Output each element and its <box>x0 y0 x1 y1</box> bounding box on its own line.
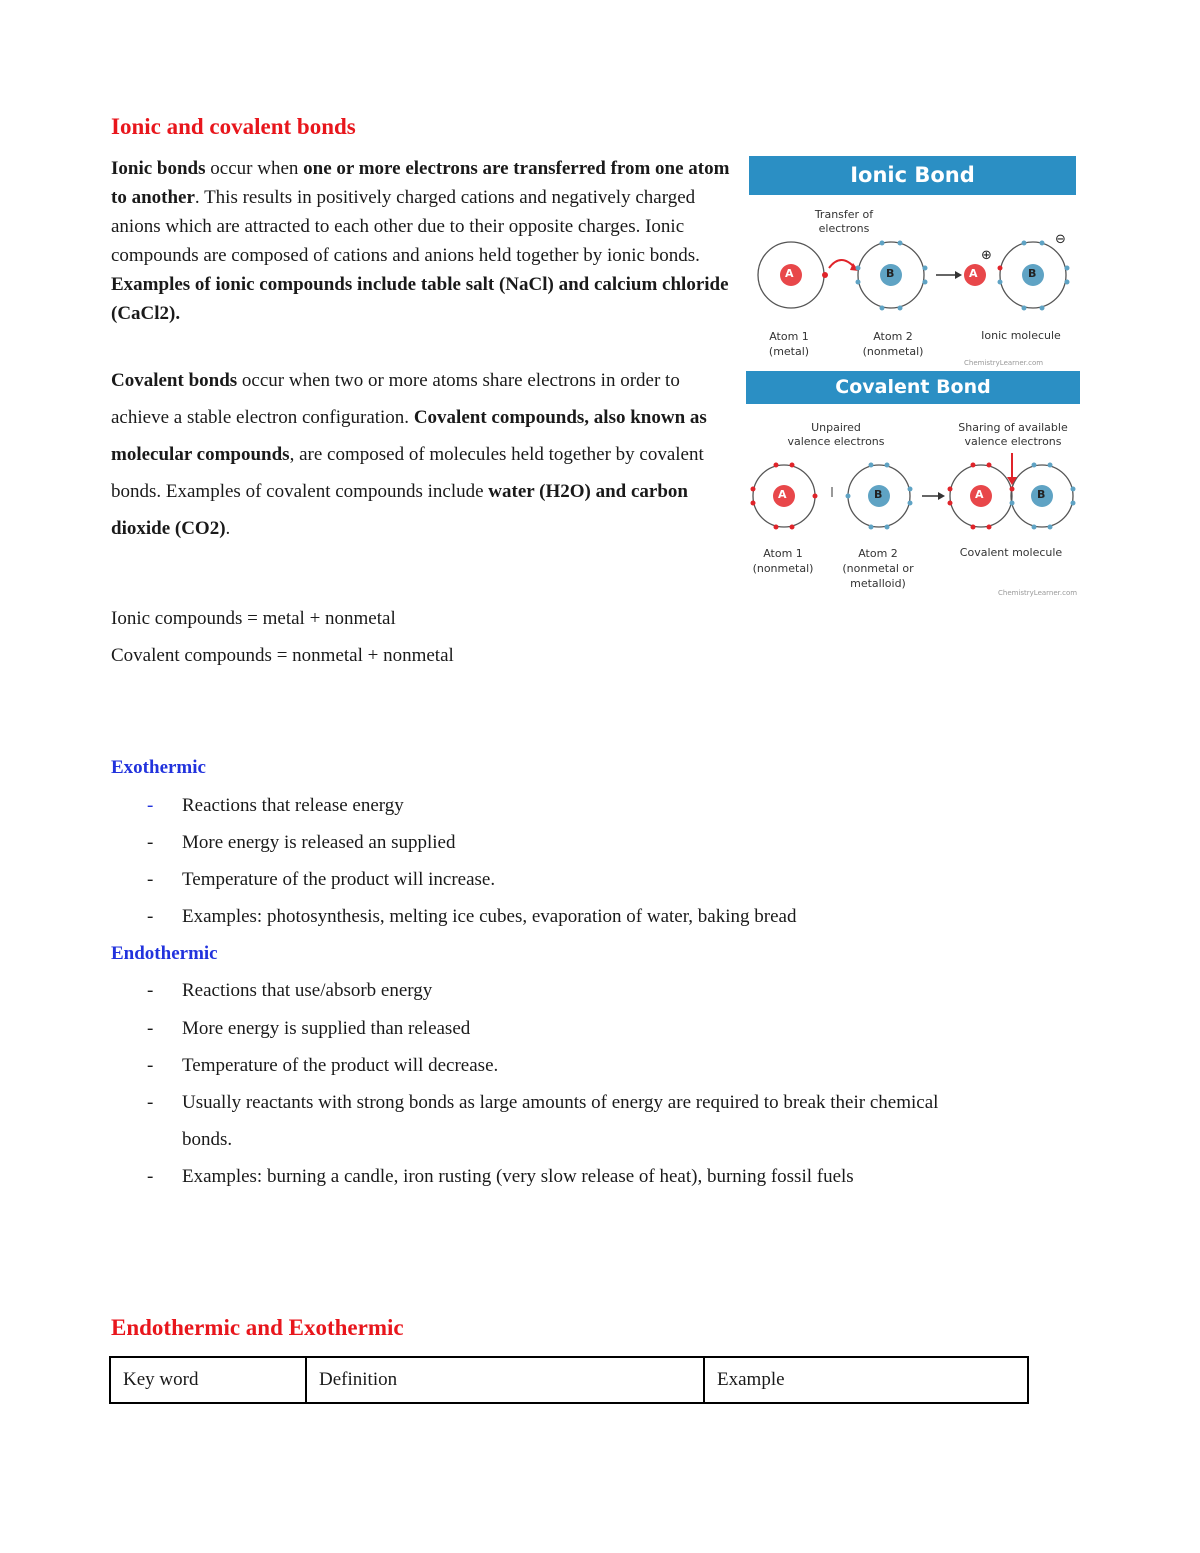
atom-b-label: B <box>886 267 895 280</box>
sharing-label: Sharing of available valence electrons <box>958 421 1068 448</box>
dash-bullet: - <box>147 1018 154 1039</box>
section-title-endo-exo: Endothermic and Exothermic <box>111 1315 404 1340</box>
ionic-caption-atom2: Atom 2 (nonmetal) <box>862 330 924 358</box>
ion-a-label: A <box>969 267 978 280</box>
exothermic-heading: Exothermic <box>111 757 206 778</box>
ionic-bonds-paragraph: Ionic bonds occur when one or more electrons are transferred from one atom to another. This results in positively charged cations and negatively charged anions which are attracted to each other due to their opposite charges. Ionic compounds are composed of cations and anions held together by ionic bonds. Examples of ionic compounds include table salt (NaCl) and calcium chloride (CaCl2). <box>111 158 730 324</box>
keyword-table <box>109 1356 1029 1404</box>
dash-bullet: - <box>147 906 154 927</box>
section-title-ionic-covalent: Ionic and covalent bonds <box>111 114 356 139</box>
plus-charge-icon: ⊕ <box>981 248 992 263</box>
dash-bullet: - <box>147 1092 154 1113</box>
dash-bullet: - <box>147 832 154 853</box>
ionic-credit: ChemistryLearner.com <box>964 359 1044 367</box>
table-header-example: Example <box>704 1357 1028 1403</box>
cov-atom-a-label: A <box>778 488 787 501</box>
cov-credit: ChemistryLearner.com <box>998 589 1078 597</box>
covalent-bond-diagram <box>746 371 1080 601</box>
ionic-formula: Ionic compounds = metal + nonmetal <box>111 608 396 629</box>
covalent-bonds-paragraph: Covalent bonds occur when two or more atoms share electrons in order to achieve a stable electron configuration. Covalent compounds, also known as molecular compounds, are composed of molecules held together by covalent bonds. Examples of covalent compounds include water (H2O) and carbon dioxide (CO2). <box>111 370 707 539</box>
cov-atom-b-label: B <box>874 488 883 501</box>
dash-bullet: - <box>147 1166 154 1187</box>
mol-atom-a-label: A <box>975 488 984 501</box>
mol-atom-b-label: B <box>1037 488 1046 501</box>
covalent-bond-banner: Covalent Bond <box>746 371 1080 404</box>
covalent-formula: Covalent compounds = nonmetal + nonmetal <box>111 645 454 666</box>
endothermic-heading: Endothermic <box>111 943 218 964</box>
dash-bullet: - <box>147 1055 154 1076</box>
unpaired-label: Unpaired valence electrons <box>787 421 885 448</box>
table-header-definition: Definition <box>306 1357 704 1403</box>
dash-bullet: - <box>147 795 154 816</box>
ion-b-label: B <box>1028 267 1037 280</box>
ionic-caption-atom1: Atom 1 (metal) <box>768 330 810 358</box>
dash-bullet: - <box>147 980 154 1001</box>
cov-caption-atom1: Atom 1 (nonmetal) <box>752 547 814 575</box>
transfer-label: Transfer of electrons <box>814 208 874 235</box>
table-header-row <box>110 1357 1028 1403</box>
dash-bullet: - <box>147 869 154 890</box>
atom-a-label: A <box>785 267 794 280</box>
ionic-caption-molecule: Ionic molecule <box>981 329 1061 342</box>
ionic-bond-diagram <box>749 156 1076 371</box>
cov-caption-atom2: Atom 2 (nonmetal or metalloid) <box>842 547 914 590</box>
cov-caption-molecule: Covalent molecule <box>959 546 1063 559</box>
minus-charge-icon: ⊖ <box>1055 232 1066 247</box>
ionic-bond-banner: Ionic Bond <box>749 156 1076 195</box>
table-header-keyword: Key word <box>110 1357 306 1403</box>
